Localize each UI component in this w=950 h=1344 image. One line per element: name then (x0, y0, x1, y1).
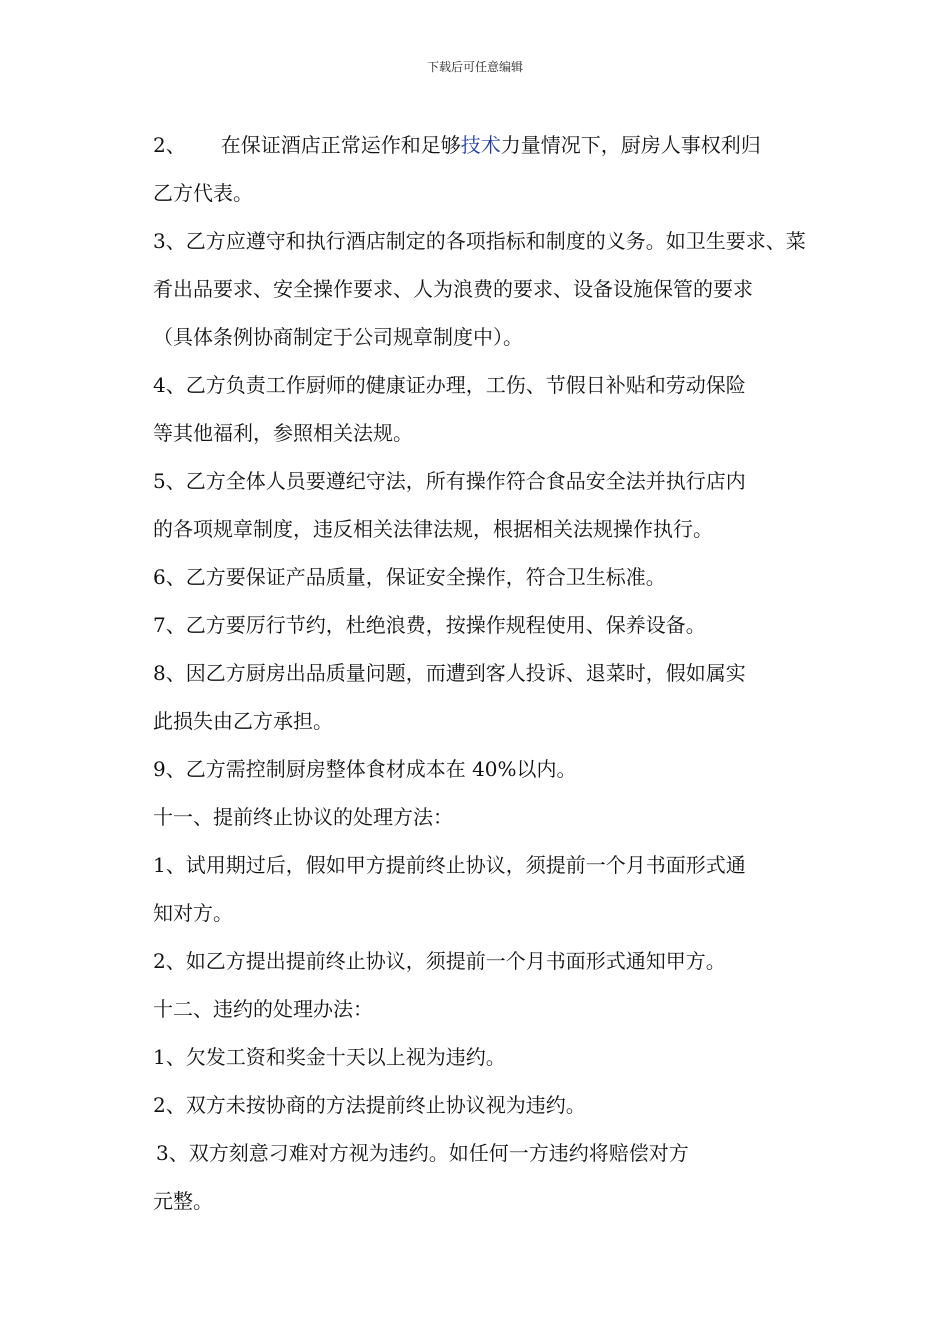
clause-8-line: 此损失由乙方承担。 (153, 709, 333, 733)
clause-7-line: 7、乙方要厉行节约，杜绝浪费，按操作规程使用、保养设备。 (153, 613, 706, 637)
section-12-item-2: 2、双方未按协商的方法提前终止协议视为违约。 (153, 1093, 586, 1117)
clause-3-line: 肴出品要求、安全操作要求、人为浪费的要求、设备设施保管的要求 (153, 277, 753, 301)
clause-number: 2、 (153, 133, 186, 157)
page-header-note: 下载后可任意编辑 (426, 60, 523, 74)
section-12-item-3: 元整。 (153, 1189, 213, 1213)
section-12-item-3: 3、双方刻意刁难对方视为违约。如任何一方违约将赔偿对方 (156, 1141, 689, 1165)
clause-text: 力量情况下，厨房人事权利归 (500, 133, 761, 157)
clause-3-line: 3、乙方应遵守和执行酒店制定的各项指标和制度的义务。如卫生要求、菜 (153, 229, 806, 253)
clause-2-line (153, 133, 761, 157)
section-11-item-2: 2、如乙方提出提前终止协议，须提前一个月书面形式通知甲方。 (153, 949, 726, 973)
clause-6-line: 6、乙方要保证产品质量，保证安全操作，符合卫生标准。 (153, 565, 666, 589)
section-11-item-1: 知对方。 (153, 901, 233, 925)
clause-5-line: 的各项规章制度，违反相关法律法规，根据相关法规操作执行。 (153, 517, 713, 541)
clause-2-continuation: 乙方代表。 (153, 181, 253, 205)
clause-4-line: 4、乙方负责工作厨师的健康证办理，工伤、节假日补贴和劳动保险 (153, 373, 746, 397)
clause-8-line: 8、因乙方厨房出品质量问题，而遭到客人投诉、退菜时，假如属实 (153, 661, 746, 685)
clause-3-line: （具体条例协商制定于公司规章制度中）。 (153, 325, 523, 349)
clause-5-line: 5、乙方全体人员要遵纪守法，所有操作符合食品安全法并执行店内 (153, 469, 746, 493)
section-12-heading: 十二、违约的处理办法： (153, 997, 373, 1021)
section-11-item-1: 1、试用期过后，假如甲方提前终止协议，须提前一个月书面形式通 (153, 853, 746, 877)
clause-9-line: 9、乙方需控制厨房整体食材成本在 40%以内。 (153, 757, 577, 781)
section-11-heading: 十一、提前终止协议的处理方法： (153, 805, 453, 829)
clause-4-line: 等其他福利，参照相关法规。 (153, 421, 413, 445)
technology-link[interactable]: 技术 (460, 133, 501, 157)
clause-text: 在保证酒店正常运作和足够 (220, 133, 461, 157)
section-12-item-1: 1、欠发工资和奖金十天以上视为违约。 (153, 1045, 506, 1069)
